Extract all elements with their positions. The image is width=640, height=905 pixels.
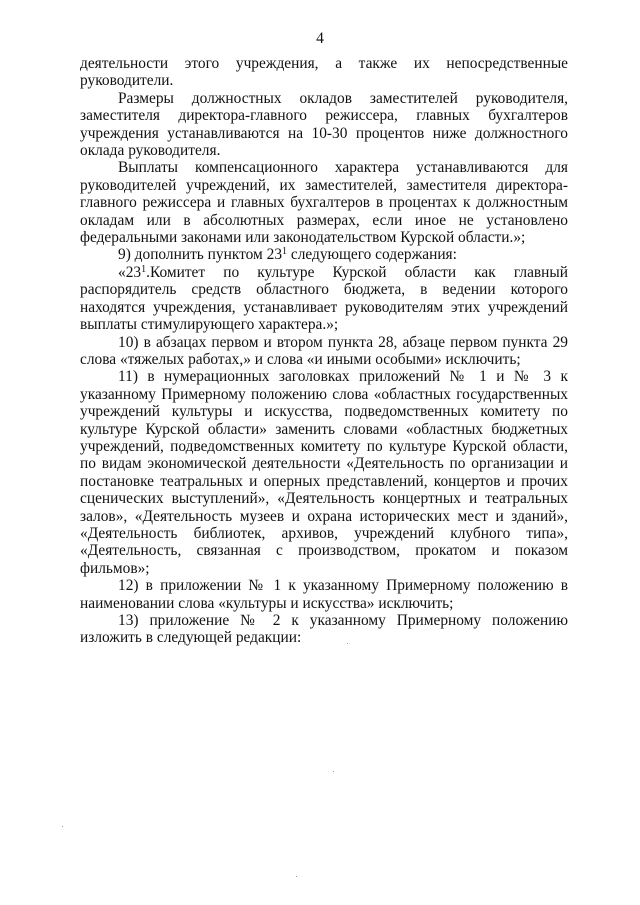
paragraph-item-23-1 [80,264,568,334]
paragraph-item-10: 10) в абзацах первом и втором пункта 28, абзаце первом пункта 29 слова «тяжелых работах,» и слова «и иными особыми» исключить; [80,333,568,368]
paragraph-continuation: деятельности этого учреждения, а также их непосредственные руководители. [80,55,568,90]
item-9-text-after: следующего содержания: [287,246,457,264]
paragraph-compensation-payments: Выплаты компенсационного характера устанавливаются для руководителей учреждений, их заместителей, заместителя директора-главного режиссера и главных бухгалтеров в процентах к должностным окладам или в абсолютных размерах, если иное не установлено федеральными законами или законодательством Курской области.»; [80,159,568,247]
scan-speck [333,771,334,772]
item-9-text-before: 9) дополнить пунктом 23 [118,246,283,264]
document-body [80,55,568,647]
scan-speck [296,876,297,877]
item-9-superscript: 1 [282,246,288,258]
scan-speck [62,826,63,827]
paragraph-deputy-salaries: Размеры должностных окладов заместителей руководителя, заместителя директора-главного режиссера, главных бухгалтеров учреждения устанавливаются на 10-30 процентов ниже должностного оклада руководителя. [80,89,568,160]
item-23-1-superscript: 1 [141,263,147,275]
paragraph-item-13: 13) приложение № 2 к указанному Примерному положению изложить в следующей редакции: [80,612,568,647]
page-number: 4 [316,30,324,47]
item-23-1-text-before: «23 [118,263,142,281]
paragraph-item-12: 12) в приложении № 1 к указанному Примерному положению в наименовании слова «культуры и искусства» исключить; [80,577,568,612]
paragraph-item-9 [80,246,568,263]
item-23-1-text-after: .Комитет по культуре Курской области как главный распорядитель средств областного бюджета, в ведении которого находятся учреждения, устанавливает руководителям этих учреждений выплаты стимулирующего характера.»; [80,263,568,334]
scan-speck [347,643,348,644]
paragraph-item-11: 11) в нумерационных заголовках приложений № 1 и № 3 к указанному Примерному положению слова «областных государственных учреждений культуры и искусства, подведомственных комитету по культуре Курской области» заменить словами «областных бюджетных учреждений, подведомственных комитету по культуре Курской области, по видам экономической деятельности «Деятельность по организации и постановке театральных и оперных представлений, концертов и прочих сценических выступлений», «Деятельность концертных и театральных залов», «Деятельность музеев и охрана исторических мест и зданий», «Деятельность библиотек, архивов, учреждений клубного типа», «Деятельность, связанная с производством, прокатом и показом фильмов»; [80,368,568,577]
